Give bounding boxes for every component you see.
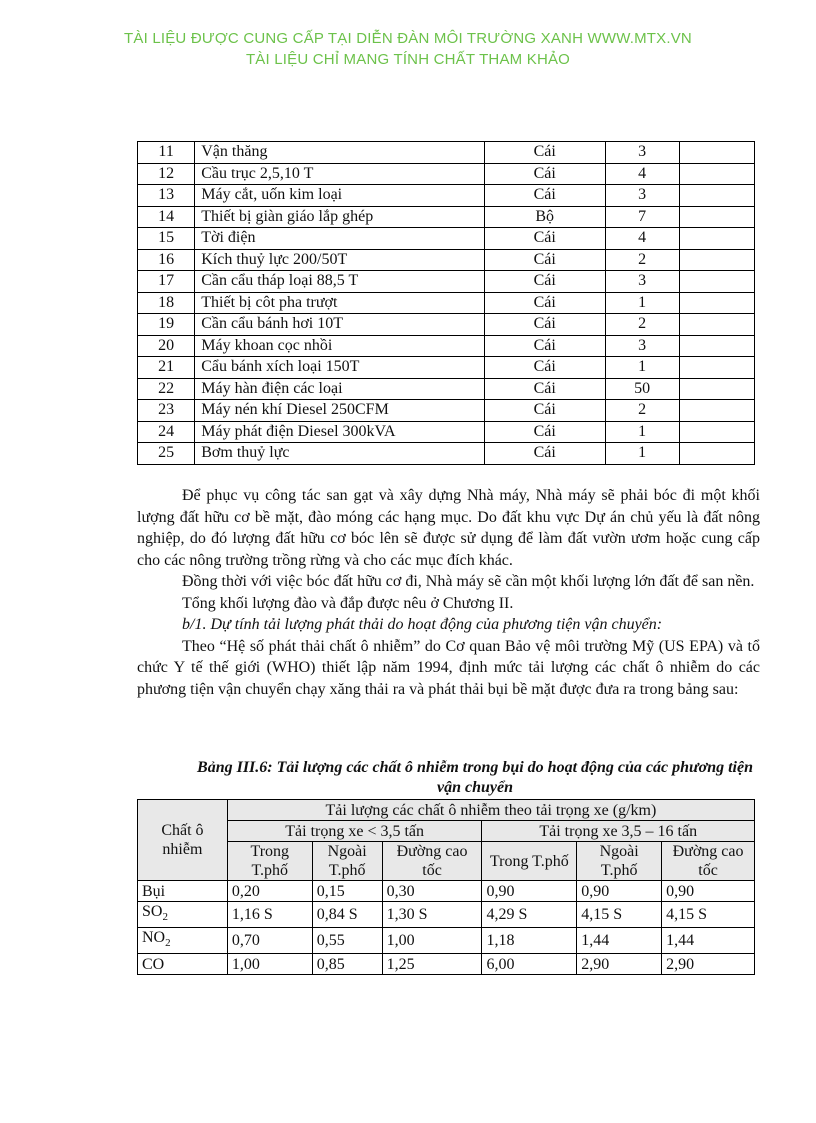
equipment-name: Cẩu bánh xích loại 150T — [195, 357, 485, 379]
quantity: 50 — [605, 378, 679, 400]
row-number: 18 — [138, 292, 195, 314]
equipment-name: Cần cẩu bánh hơi 10T — [195, 314, 485, 336]
paragraph-5: Theo “Hệ số phát thải chất ô nhiễm” do Cơ quan Bảo vệ môi trường Mỹ (US EPA) và tổ chức Y tế thế giới (WHO) thiết lập năm 1994, định mức tải lượng các chất ô nhiễm do các phương tiện vận chuyển chạy xăng thải ra và phát thải bụi bề mặt được đưa ra trong bảng sau: — [137, 637, 760, 698]
table-row — [138, 206, 755, 228]
note — [679, 142, 754, 164]
table-row — [138, 357, 755, 379]
equipment-name: Máy nén khí Diesel 250CFM — [195, 400, 485, 422]
table-row — [138, 902, 755, 928]
unit: Cái — [484, 335, 605, 357]
row-number: 25 — [138, 443, 195, 465]
equipment-name: Tời điện — [195, 228, 485, 250]
row-number: 14 — [138, 206, 195, 228]
paragraph-1: Để phục vụ công tác san gạt và xây dựng Nhà máy, Nhà máy sẽ phải bóc đi một khối lượng đất hữu cơ bề mặt, đào móng các hạng mục. Do đất khu vực Dự án chủ yếu là đất nông nghiệp, do đó lượng đất hữu cơ bóc lên sẽ được sử dụng để làm đất vườn ươm hoặc cung cấp cho các nông trường trồng rừng và cho các mục đích khác. — [137, 487, 760, 569]
note — [679, 400, 754, 422]
quantity: 1 — [605, 443, 679, 465]
emission-value: 1,25 — [382, 954, 482, 975]
equipment-name: Cầu trục 2,5,10 T — [195, 163, 485, 185]
emission-value: 1,00 — [227, 954, 312, 975]
unit: Cái — [484, 314, 605, 336]
equipment-name: Máy phát điện Diesel 300kVA — [195, 421, 485, 443]
row-number: 22 — [138, 378, 195, 400]
emission-value: 4,15 S — [577, 902, 662, 928]
emission-value: 0,85 — [312, 954, 382, 975]
row-number: 15 — [138, 228, 195, 250]
pollutant-subscript: 2 — [165, 937, 171, 950]
unit: Cái — [484, 185, 605, 207]
equipment-name: Máy cắt, uốn kim loại — [195, 185, 485, 207]
emission-value: 4,15 S — [662, 902, 755, 928]
emission-value: 1,44 — [662, 928, 755, 954]
emission-value: 0,90 — [482, 881, 577, 902]
pollutant-subscript: 2 — [162, 911, 168, 924]
load-header: Tải lượng các chất ô nhiễm theo tải trọng xe (g/km) — [227, 800, 754, 821]
quantity: 4 — [605, 163, 679, 185]
note — [679, 314, 754, 336]
emission-value: 4,29 S — [482, 902, 577, 928]
group-header-heavy: Tải trọng xe 3,5 – 16 tấn — [482, 821, 755, 842]
emission-value: 2,90 — [662, 954, 755, 975]
emission-value: 0,15 — [312, 881, 382, 902]
table-row — [138, 292, 755, 314]
emission-value: 0,84 S — [312, 902, 382, 928]
table-row — [138, 185, 755, 207]
quantity: 2 — [605, 400, 679, 422]
pollutant-name — [138, 928, 228, 954]
quantity: 1 — [605, 357, 679, 379]
watermark-header-line1: TÀI LIỆU ĐƯỢC CUNG CẤP TẠI DIỄN ĐÀN MÔI TRƯỜNG XANH WWW.MTX.VN — [124, 30, 692, 47]
table-row — [138, 163, 755, 185]
pollutant-label: SO — [142, 903, 163, 920]
unit: Cái — [484, 443, 605, 465]
row-number: 21 — [138, 357, 195, 379]
pollutant-column-header: Chất ô nhiễm — [138, 800, 228, 881]
equipment-name: Kích thuỷ lực 200/50T — [195, 249, 485, 271]
unit: Cái — [484, 163, 605, 185]
equipment-name: Máy hàn điện các loại — [195, 378, 485, 400]
table-row — [138, 928, 755, 954]
unit: Cái — [484, 249, 605, 271]
quantity: 3 — [605, 185, 679, 207]
note — [679, 443, 754, 465]
sub-header: Trong T.phố — [227, 842, 312, 881]
note — [679, 335, 754, 357]
paragraph-2: Đồng thời với việc bóc đất hữu cơ đi, Nhà máy sẽ cần một khối lượng lớn đất để san nền. — [182, 573, 755, 590]
note — [679, 292, 754, 314]
emission-table — [137, 799, 755, 975]
quantity: 4 — [605, 228, 679, 250]
sub-header: Đường cao tốc — [382, 842, 482, 881]
emission-value: 0,20 — [227, 881, 312, 902]
quantity: 2 — [605, 314, 679, 336]
note — [679, 378, 754, 400]
table-row — [138, 142, 755, 164]
quantity: 2 — [605, 249, 679, 271]
emission-value: 1,16 S — [227, 902, 312, 928]
sub-header: Đường cao tốc — [662, 842, 755, 881]
table-row — [138, 881, 755, 902]
unit: Cái — [484, 378, 605, 400]
table-row — [138, 314, 755, 336]
unit: Cái — [484, 228, 605, 250]
quantity: 3 — [605, 271, 679, 293]
note — [679, 163, 754, 185]
row-number: 20 — [138, 335, 195, 357]
group-header-light: Tải trọng xe < 3,5 tấn — [227, 821, 482, 842]
unit: Cái — [484, 400, 605, 422]
emission-value: 0,70 — [227, 928, 312, 954]
pollutant-name — [138, 902, 228, 928]
emission-value: 1,00 — [382, 928, 482, 954]
watermark-header-line2: TÀI LIỆU CHỈ MANG TÍNH CHẤT THAM KHẢO — [245, 51, 571, 68]
row-number: 12 — [138, 163, 195, 185]
emission-value: 0,90 — [662, 881, 755, 902]
equipment-name: Vận thăng — [195, 142, 485, 164]
table-row — [138, 421, 755, 443]
sub-header: Ngoài T.phố — [312, 842, 382, 881]
sub-header: Ngoài T.phố — [577, 842, 662, 881]
equipment-name: Thiết bị giàn giáo lắp ghép — [195, 206, 485, 228]
emission-value: 1,30 S — [382, 902, 482, 928]
pollutant-label: NO — [142, 929, 166, 947]
table-caption: Bảng III.6: Tải lượng các chất ô nhiễm trong bụi do hoạt động của các phương tiện vận chuyển — [197, 759, 753, 796]
emission-value: 6,00 — [482, 954, 577, 975]
emission-value: 0,55 — [312, 928, 382, 954]
note — [679, 185, 754, 207]
row-number: 13 — [138, 185, 195, 207]
quantity: 3 — [605, 335, 679, 357]
unit: Cái — [484, 271, 605, 293]
row-number: 24 — [138, 421, 195, 443]
unit: Cái — [484, 421, 605, 443]
sub-header: Trong T.phố — [482, 842, 577, 881]
row-number: 17 — [138, 271, 195, 293]
table-row — [138, 249, 755, 271]
table-row — [138, 271, 755, 293]
table-row — [138, 954, 755, 975]
emission-value: 1,18 — [482, 928, 577, 954]
row-number: 11 — [138, 142, 195, 164]
paragraph-4-subheading: b/1. Dự tính tải lượng phát thải do hoạt động của phương tiện vận chuyển: — [182, 616, 663, 633]
equipment-table — [137, 141, 755, 465]
row-number: 23 — [138, 400, 195, 422]
unit: Cái — [484, 357, 605, 379]
body-text — [137, 485, 760, 700]
pollutant-name — [138, 954, 228, 975]
paragraph-3: Tổng khối lượng đào và đắp được nêu ở Chương II. — [182, 594, 514, 612]
emission-value: 1,44 — [577, 928, 662, 954]
note — [679, 249, 754, 271]
note — [679, 421, 754, 443]
emission-value: 0,90 — [577, 881, 662, 902]
unit: Cái — [484, 142, 605, 164]
pollutant-label: CO — [142, 955, 165, 973]
note — [679, 228, 754, 250]
pollutant-label: Bụi — [142, 882, 166, 900]
table-row — [138, 400, 755, 422]
note — [679, 206, 754, 228]
quantity: 7 — [605, 206, 679, 228]
quantity: 1 — [605, 292, 679, 314]
row-number: 19 — [138, 314, 195, 336]
table-row — [138, 335, 755, 357]
note — [679, 271, 754, 293]
table-row — [138, 443, 755, 465]
pollutant-name — [138, 881, 228, 902]
table-row — [138, 228, 755, 250]
equipment-name: Máy khoan cọc nhồi — [195, 335, 485, 357]
quantity: 3 — [605, 142, 679, 164]
unit: Bộ — [484, 206, 605, 228]
emission-value: 0,30 — [382, 881, 482, 902]
unit: Cái — [484, 292, 605, 314]
table-row — [138, 378, 755, 400]
equipment-name: Bơm thuỷ lực — [195, 443, 485, 465]
row-number: 16 — [138, 249, 195, 271]
quantity: 1 — [605, 421, 679, 443]
emission-value: 2,90 — [577, 954, 662, 975]
equipment-name: Thiết bị côt pha trượt — [195, 292, 485, 314]
equipment-name: Cần cẩu tháp loại 88,5 T — [195, 271, 485, 293]
note — [679, 357, 754, 379]
